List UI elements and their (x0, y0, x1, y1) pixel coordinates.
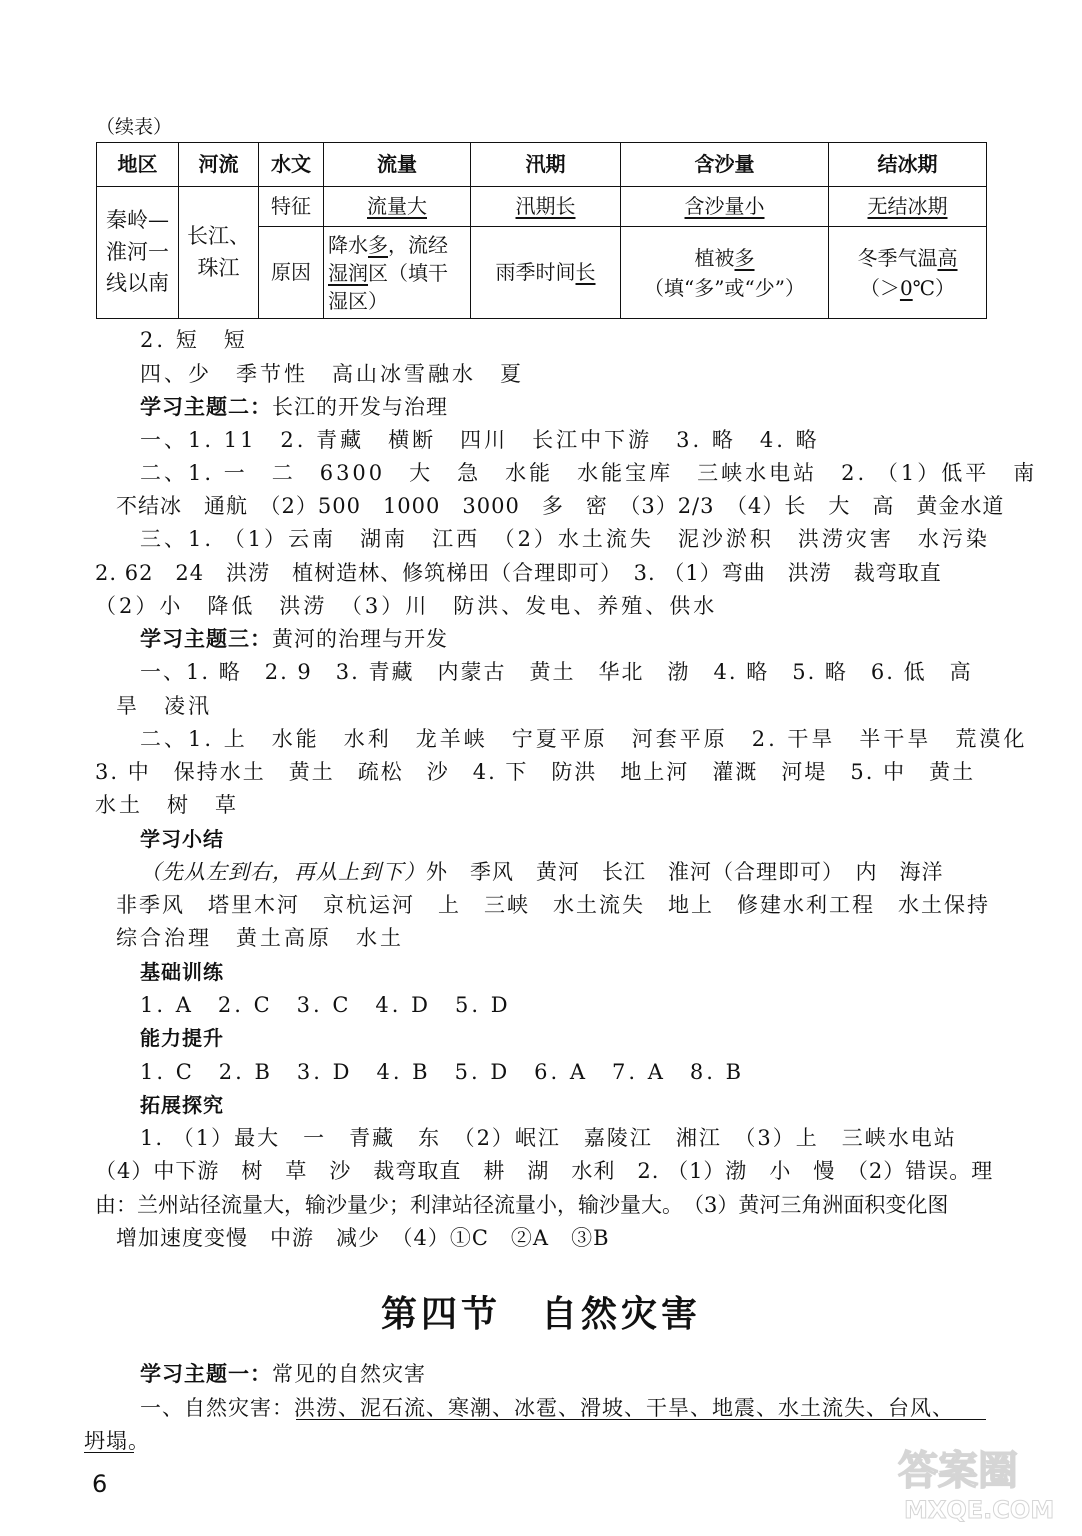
cell-river: 长江、珠江 (179, 187, 259, 319)
answer-line: 水土 树 草 (95, 793, 239, 817)
answer-line: 3. 中 保持水土 黄土 疏松 沙 4. 下 防洪 地上河 灌溉 河堤 5. 中 黄土 (95, 760, 976, 784)
cell-sediment-reason: 植被多 （填“多”或“少”） (621, 227, 829, 319)
cell-sediment-feature: 含沙量小 (684, 194, 765, 218)
cell-flow-feature: 流量大 (367, 194, 427, 218)
header-hydrology: 水文 (259, 143, 324, 187)
answer-line: （2）小 降低 洪涝 （3）川 防洪、发电、养殖、供水 (95, 594, 718, 618)
answer-line: （先从左到右，再从上到下）外 季风 黄河 长江 淮河（合理即可） 内 海洋 (140, 860, 944, 884)
answer-line: 综合治理 黄土高原 水土 (116, 926, 404, 950)
cell-ice-reason: 冬季气温高 （＞0℃） (829, 227, 987, 319)
watermark-text: 答案圈 (898, 1448, 1018, 1494)
answer-line: 由：兰州站径流量大，输沙量少；利津站径流量小，输沙量大。 （3）黄河三角洲面积变化图 (95, 1193, 949, 1217)
basic-training-heading: 基础训练 (140, 960, 224, 984)
answer-line: 旱 凌汛 (116, 694, 212, 718)
watermark-url: MXQE.COM (904, 1496, 1055, 1524)
answer-line: 三、1. （1）云南 湖南 江西 （2）水土流失 泥沙淤积 洪涝灾害 水污染 (140, 527, 990, 551)
fill-underline (296, 1419, 986, 1420)
hydrology-table (96, 142, 987, 319)
answer-line: 二、1. 上 水能 水利 龙羊峡 宁夏平原 河套平原 2. 干旱 半干旱 荒漠化 (140, 727, 1028, 751)
answer-line: 一、1. 11 2. 青藏 横断 四川 长江中下游 3. 略 4. 略 (140, 428, 820, 452)
answer-line: 增加速度变慢 中游 减少 （4）①C ②A ③B (116, 1226, 610, 1250)
answer-line: 2. 62 24 洪涝 植树造林、修筑梯田（合理即可） 3. （1）弯曲 洪涝 裁弯取直 (95, 561, 942, 585)
answer-line: 一、自然灾害：洪涝、泥石流、寒潮、冰雹、滑坡、干旱、地震、水土流失、台风、 (140, 1396, 954, 1420)
continued-label: （续表） (96, 116, 173, 138)
cell-ice-feature: 无结冰期 (867, 194, 948, 218)
cell-feature-label: 特征 (259, 187, 324, 227)
ability-heading: 能力提升 (140, 1026, 224, 1050)
answer-line: 一、1. 略 2. 9 3. 青藏 内蒙古 黄土 华北 渤 4. 略 5. 略 6. 低 高 (140, 660, 973, 684)
answer-line: 1. A 2. C 3. C 4. D 5. D (140, 993, 511, 1017)
header-region: 地区 (97, 143, 179, 187)
cell-region: 秦岭—淮河一线以南 (97, 187, 179, 319)
summary-heading: 学习小结 (140, 827, 224, 851)
cell-reason-label: 原因 (259, 227, 324, 319)
subsection-heading: 学习主题一：常见的自然灾害 (140, 1362, 426, 1386)
answer-line: 2. 短 短 (140, 328, 248, 352)
answer-line: 不结冰 通航 （2）500 1000 3000 多 密 （3）2/3 （4）长 大 高 黄金水道 (116, 494, 1005, 518)
header-ice-period: 结冰期 (829, 143, 987, 187)
answer-line: （4）中下游 树 草 沙 裁弯取直 耕 湖 水利 2. （1）渤 小 慢 （2）错误。理 (95, 1159, 994, 1183)
section-title: 第四节 自然灾害 (380, 1293, 701, 1335)
cell-flood-feature: 汛期长 (515, 194, 576, 218)
page-number: 6 (92, 1470, 108, 1498)
watermark-logo (890, 1436, 1070, 1526)
cell-flow-reason: 降水多，流经湿润区（填干湿区） (324, 227, 471, 319)
answer-line: 非季风 塔里木河 京杭运河 上 三峡 水土流失 地上 修建水利工程 水土保持 (116, 893, 990, 917)
answer-line: 二、1. 一 二 6300 大 急 水能 水能宝库 三峡水电站 2. （1）低平 南 (140, 461, 1038, 485)
header-river: 河流 (179, 143, 259, 187)
cell-flood-reason: 雨季时间长 (471, 227, 621, 319)
header-sediment: 含沙量 (621, 143, 829, 187)
header-flood-season: 汛期 (471, 143, 621, 187)
header-flow: 流量 (324, 143, 471, 187)
subsection-heading: 学习主题三：黄河的治理与开发 (140, 627, 448, 651)
answer-line: 1. C 2. B 3. D 4. B 5. D 6. A 7. A 8. B (140, 1060, 745, 1084)
answer-line: 1. （1）最大 一 青藏 东 （2）岷江 嘉陵江 湘江 （3）上 三峡水电站 (140, 1126, 957, 1150)
extension-heading: 拓展探究 (140, 1093, 224, 1117)
answer-line: 坍塌。 (84, 1429, 150, 1453)
fill-underline (84, 1452, 134, 1453)
subsection-heading: 学习主题二：长江的开发与治理 (140, 395, 448, 419)
answer-line: 四、少 季节性 高山冰雪融水 夏 (140, 362, 524, 386)
